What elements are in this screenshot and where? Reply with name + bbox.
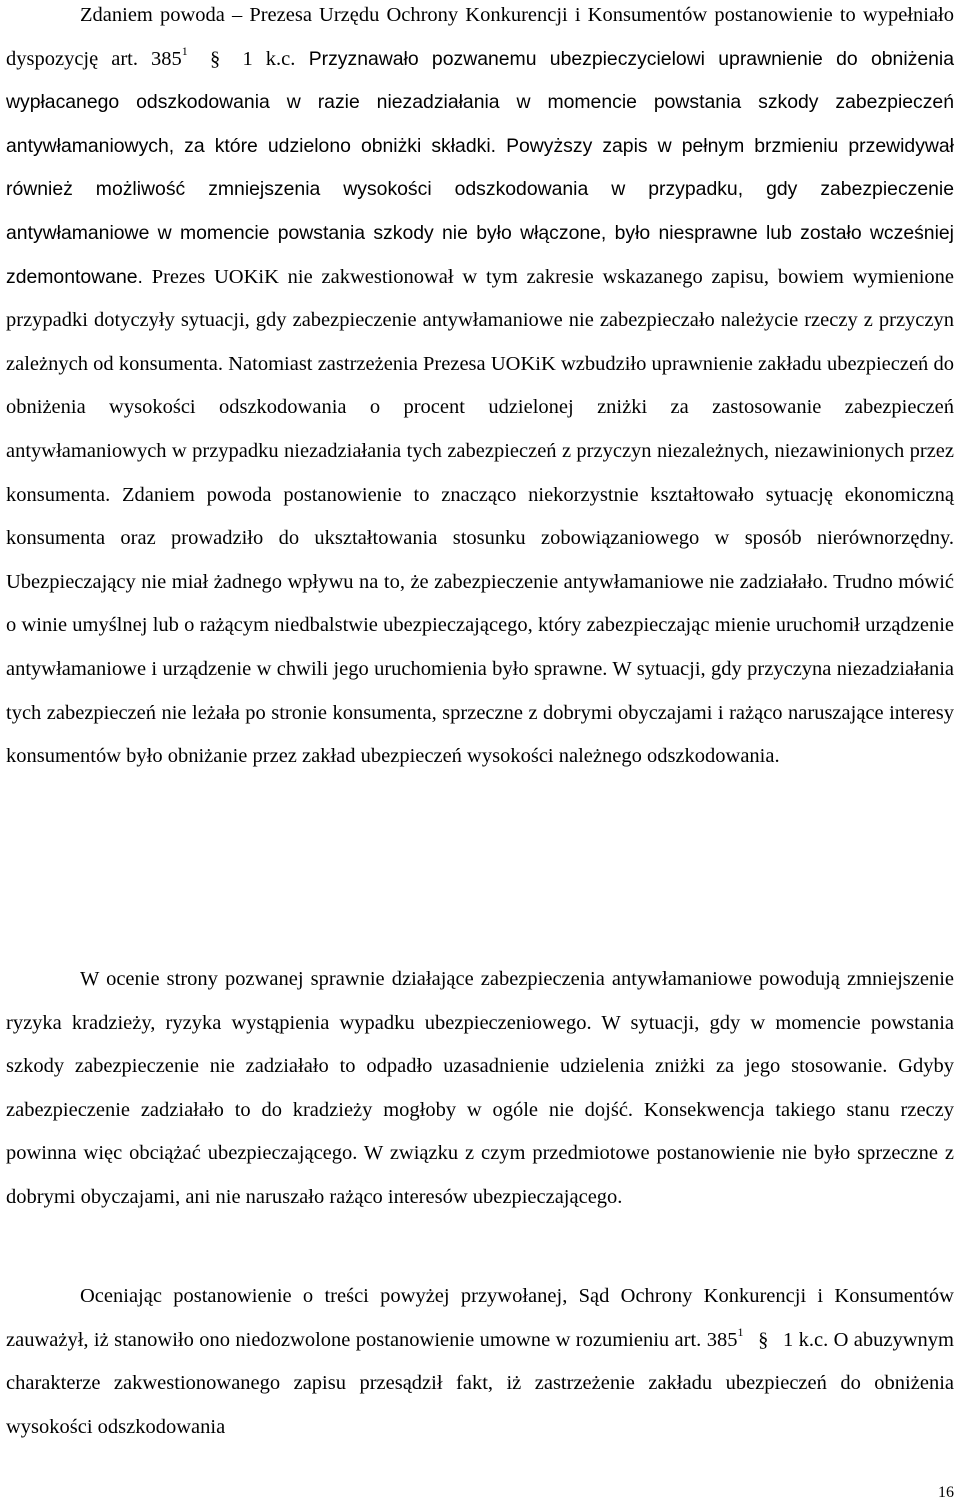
section-sign: § <box>210 47 221 70</box>
superscript-1: 1 <box>181 43 188 58</box>
paragraph-1-text-c: Przyznawało pozwanemu ubezpieczycielowi uprawnienie do obniżenia wypłacanego odszkodowania w razie niezadziałania w momencie powstania szkody zabezpieczeń antywłamaniowych, za które udzielono obniżki składki. Powyższy zapis w pełnym brzmieniu przewidywał również możliwość zmniejszenia wysokości odszkodowania w przypadku, gdy zabezpieczenie antywłamaniowe w momencie powstania szkody nie było włączone, było niesprawne lub zostało wcześniej zdemontowane. <box>6 47 955 288</box>
paragraph-1-text-b: 1 k.c. <box>242 47 296 70</box>
paragraph-2: W ocenie strony pozwanej sprawnie działające zabezpieczenia antywłamaniowe powodują zmniejszenie ryzyka kradzieży, ryzyka wystąpienia wypadku ubezpieczeniowego. W sytuacji, gdy w momencie powstania szkody zabezpieczenie nie zadziałało to odpadło uzasadnienie udzielenia zniżki za jego stosowanie. Gdyby zabezpieczenie zadziałało to do kradzieży mogłoby w ogóle nie dojść. Konsekwencja takiego stanu rzeczy powinna więc obciążać ubezpieczającego. W związku z czym przedmiotowe postanowienie nie było sprzeczne z dobrymi obyczajami, ani nie naruszało rażąco interesów ubezpieczającego. <box>6 968 954 1208</box>
paragraph-3-text-b: 1 k.c. O abuzywnym charakterze zakwestionowanego zapisu przesądził fakt, iż zastrzeżenie zakładu ubezpieczeń do obniżenia wysokości odszkodowania <box>6 1328 955 1438</box>
paragraph-3 <box>6 1275 954 1449</box>
page-number: 16 <box>938 1484 954 1501</box>
section-sign: § <box>758 1328 769 1351</box>
paragraph-1-text-a: Zdaniem powoda – Prezesa Urzędu Ochrony Konkurencji i Konsumentów postanowienie to wypełniało dyspozycję art. 385 <box>6 4 954 70</box>
paragraph-3-text-a: Oceniając postanowienie o treści powyżej przywołanej, Sąd Ochrony Konkurencji i Konsumentów zauważył, iż stanowiło ono niedozwolone postanowienie umowne w rozumieniu art. 385 <box>6 1285 954 1351</box>
paragraph-1-text-d: Prezes UOKiK nie zakwestionował w tym zakresie wskazanego zapisu, bowiem wymienione przypadki dotyczyły sytuacji, gdy zabezpieczenie antywłamaniowe nie zabezpieczało należycie rzeczy z przyczyn zależnych od konsumenta. Natomiast zastrzeżenia Prezesa UOKiK wzbudziło uprawnienie zakładu ubezpieczeń do obniżenia wysokości odszkodowania o procent udzielonej zniżki za zastosowanie zabezpieczeń antywłamaniowych w przypadku niezadziałania tych zabezpieczeń z przyczyn niezależnych, niezawinionych przez konsumenta. Zdaniem powoda postanowienie to znacząco niekorzystnie kształtowało sytuację ekonomiczną konsumenta oraz prowadziło do ukształtowania stosunku zobowiązaniowego w sposób nierównorzędny. Ubezpieczający nie miał żadnego wpływu na to, że zabezpieczenie antywłamaniowe nie zadziałało. Trudno mówić o winie umyślnej lub o rażącym niedbalstwie ubezpieczającego, który zabezpieczając mienie uruchomił urządzenie antywłamaniowe i urządzenie w chwili jego uruchomienia było sprawne. W sytuacji, gdy przyczyna niezadziałania tych zabezpieczeń nie leżała po stronie konsumenta, sprzeczne z dobrymi obyczajami i rażąco naruszające interesy konsumentów było obniżanie przez zakład ubezpieczeń wysokości należnego odszkodowania. <box>6 265 954 768</box>
paragraph-1 <box>6 0 954 779</box>
superscript-1: 1 <box>737 1324 744 1339</box>
